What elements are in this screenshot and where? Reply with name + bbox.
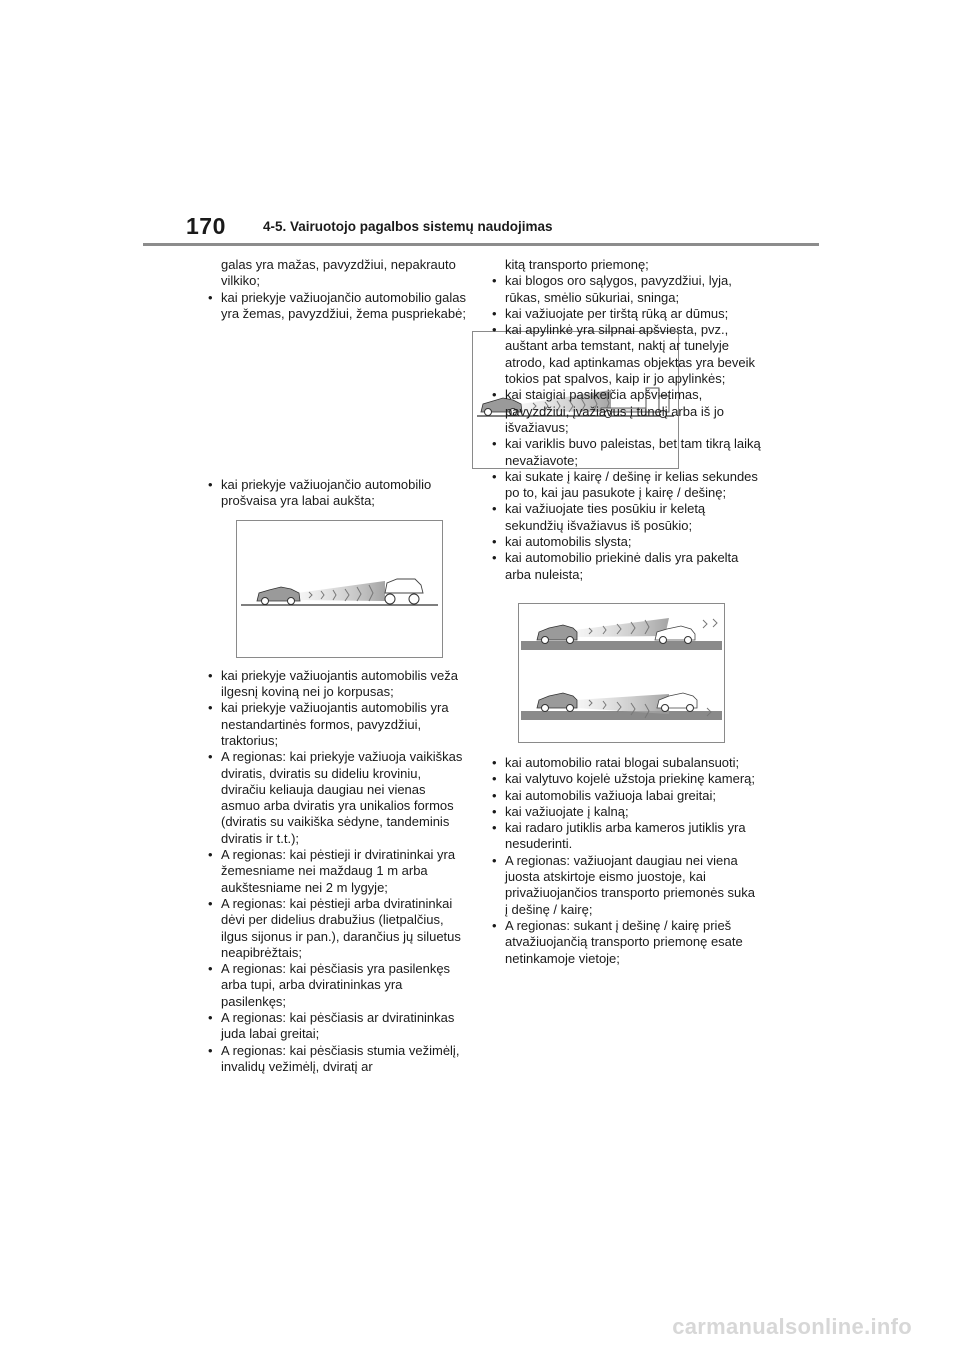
left-list-a xyxy=(205,290,467,323)
list-item xyxy=(489,804,761,820)
list-item xyxy=(489,771,761,787)
list-item xyxy=(205,1043,467,1076)
figure-high-clearance xyxy=(236,520,443,658)
bullet-icon: • xyxy=(492,803,497,819)
bullet-icon: • xyxy=(492,322,497,338)
list-item xyxy=(205,1010,467,1043)
list-item xyxy=(205,477,467,510)
bullet-icon: • xyxy=(208,847,213,863)
bullet-icon: • xyxy=(492,550,497,566)
bullet-icon: • xyxy=(492,387,497,403)
list-item-text: kai variklis buvo paleistas, bet tam tikrą laiką nevažiavote; xyxy=(505,436,761,468)
list-item xyxy=(489,436,761,469)
list-item xyxy=(489,534,761,550)
list-item xyxy=(489,755,761,771)
right-list-a xyxy=(489,273,761,583)
list-item xyxy=(489,501,761,534)
bullet-icon: • xyxy=(208,895,213,911)
list-item-text: kai apylinkė yra silpnai apšviesta, pvz., auštant arba temstant, naktį ar tunelyje atrodo, kad aptinkamas objektas yra beveik tokios pat spalvos, kaip ir jo apylinkės; xyxy=(505,322,756,387)
left-column xyxy=(205,257,467,1075)
list-item-text: kai sukate į kairę / dešinę ir kelias sekundes po to, kai jau pasukote į kairę / dešinę; xyxy=(505,468,758,501)
list-item xyxy=(205,290,467,323)
list-item xyxy=(489,387,761,436)
list-item-text: kai automobilio ratai blogai subalansuoti; xyxy=(505,754,740,770)
list-item xyxy=(489,306,761,322)
watermark-text: carmanualsonline.info xyxy=(672,1314,912,1339)
list-item-text: A regionas: kai pėstieji arba dviratininkai dėvi per didelius drabužius (lietpalčius, ilgus sijonus ir pan.), darančius jų siluetus neapibrėžtais; xyxy=(221,895,461,960)
list-item xyxy=(489,788,761,804)
page-number: 170 xyxy=(186,213,226,239)
list-item xyxy=(489,322,761,387)
list-item xyxy=(489,918,761,967)
bullet-icon: • xyxy=(492,917,497,933)
figure-nose-up-down xyxy=(518,603,725,743)
bullet-icon: • xyxy=(492,534,497,550)
bullet-icon: • xyxy=(492,771,497,787)
bullet-icon: • xyxy=(492,273,497,289)
bullet-icon: • xyxy=(492,501,497,517)
list-item-text: kai važiuojate ties posūkiu ir keletą sekundžių išvažiavus iš posūkio; xyxy=(505,501,706,533)
list-item-text: kai priekyje važiuojančio automobilio prošvaisa yra labai aukšta; xyxy=(221,477,432,509)
list-item-text: kai priekyje važiuojantis automobilis yra nestandartinės formos, pavyzdžiui, traktorius; xyxy=(221,700,449,748)
list-item-text: A regionas: kai pėsčiasis stumia vežimėlį, invalidų vežimėlį, dviratį ar xyxy=(221,1042,460,1074)
bullet-icon: • xyxy=(208,749,213,765)
bullet-icon: • xyxy=(208,1010,213,1026)
section-title: 4-5. Vairuotojo pagalbos sistemų naudojimas xyxy=(263,219,553,234)
list-item xyxy=(205,961,467,1010)
list-item-text: kai važiuojate per tirštą rūką ar dūmus; xyxy=(505,305,729,321)
list-item xyxy=(489,853,761,918)
bullet-icon: • xyxy=(492,305,497,321)
left-continuation-text: galas yra mažas, pavyzdžiui, nepakrauto vilkiko; xyxy=(221,257,456,289)
list-item-text: A regionas: sukant į dešinę / kairę prieš atvažiuojančią transporto priemonę esate netinkamoje vietoje; xyxy=(505,917,743,966)
bullet-icon: • xyxy=(492,787,497,803)
list-item-text: kai važiuojate į kalną; xyxy=(505,803,629,819)
left-list-b xyxy=(205,477,467,510)
list-item-text: A regionas: kai priekyje važiuoja vaikiškas dviratis, dviratis su dideliu kroviniu, dviračiu keliauja daugiau nei vienas asmuo arba dviratis yra unikalios formos (dviratis su vaikiška sėdyne, tandeminis dviratis ir t.t.); xyxy=(221,749,463,846)
list-item-text: kai staigiai pasikeičia apšvietimas, pavyzdžiui, įvažiavus į tunelį arba iš jo išvažiavus; xyxy=(505,387,724,435)
list-item xyxy=(205,668,467,701)
list-item-text: kai valytuvo kojelė užstoja priekinę kamerą; xyxy=(505,771,756,787)
left-list-c xyxy=(205,668,467,1075)
bullet-icon: • xyxy=(208,700,213,716)
list-item-text: kai priekyje važiuojančio automobilio galas yra žemas, pavyzdžiui, žema puspriekabė; xyxy=(221,289,466,321)
list-item xyxy=(205,896,467,961)
bullet-icon: • xyxy=(492,468,497,484)
list-item-text: A regionas: kai pėstieji ir dviratininkai yra žemesniame nei maždaug 1 m arba aukštesniame nei 2 m lygyje; xyxy=(221,847,456,895)
bullet-icon: • xyxy=(208,667,213,683)
right-continuation-text: kitą transporto priemonę; xyxy=(505,257,649,272)
list-item-text: A regionas: kai pėsčiasis yra pasilenkęs arba tupi, arba dviratininkas yra pasilenkęs; xyxy=(221,961,451,1009)
right-list-b xyxy=(489,755,761,967)
list-item xyxy=(205,847,467,896)
list-item xyxy=(205,749,467,847)
list-item-text: A regionas: važiuojant daugiau nei viena juosta atskirtoje eismo juostoje, kai privažiuojančios transporto priemonės suka į dešinę / kairę; xyxy=(505,852,756,917)
list-item-text: kai automobilis slysta; xyxy=(505,534,632,550)
right-column xyxy=(489,257,761,967)
bullet-icon: • xyxy=(208,961,213,977)
list-item xyxy=(489,550,761,583)
bullet-icon: • xyxy=(492,852,497,868)
list-item xyxy=(489,469,761,502)
list-item xyxy=(489,820,761,853)
list-item-text: A regionas: kai pėsčiasis ar dviratininkas juda labai greitai; xyxy=(221,1010,455,1042)
list-item-text: kai automobilis važiuoja labai greitai; xyxy=(505,787,717,803)
bullet-icon: • xyxy=(208,477,213,493)
list-item-text: kai priekyje važiuojantis automobilis veža ilgesnį koviną nei jo korpusas; xyxy=(221,667,459,700)
bullet-icon: • xyxy=(208,1042,213,1058)
bullet-icon: • xyxy=(208,289,213,305)
list-item xyxy=(205,700,467,749)
bullet-icon: • xyxy=(492,820,497,836)
bullet-icon: • xyxy=(492,754,497,770)
high-clearance-illustration xyxy=(237,521,442,657)
nose-up-down-illustration xyxy=(519,604,724,742)
list-item xyxy=(489,273,761,306)
header-rule xyxy=(143,243,819,246)
list-item-text: kai radaro jutiklis arba kameros jutiklis yra nesuderinti. xyxy=(505,820,746,852)
list-item-text: kai automobilio priekinė dalis yra pakelta arba nuleista; xyxy=(505,550,739,582)
bullet-icon: • xyxy=(492,436,497,452)
list-item-text: kai blogos oro sąlygos, pavyzdžiui, lyja, rūkas, smėlio sūkuriai, sninga; xyxy=(505,273,732,305)
